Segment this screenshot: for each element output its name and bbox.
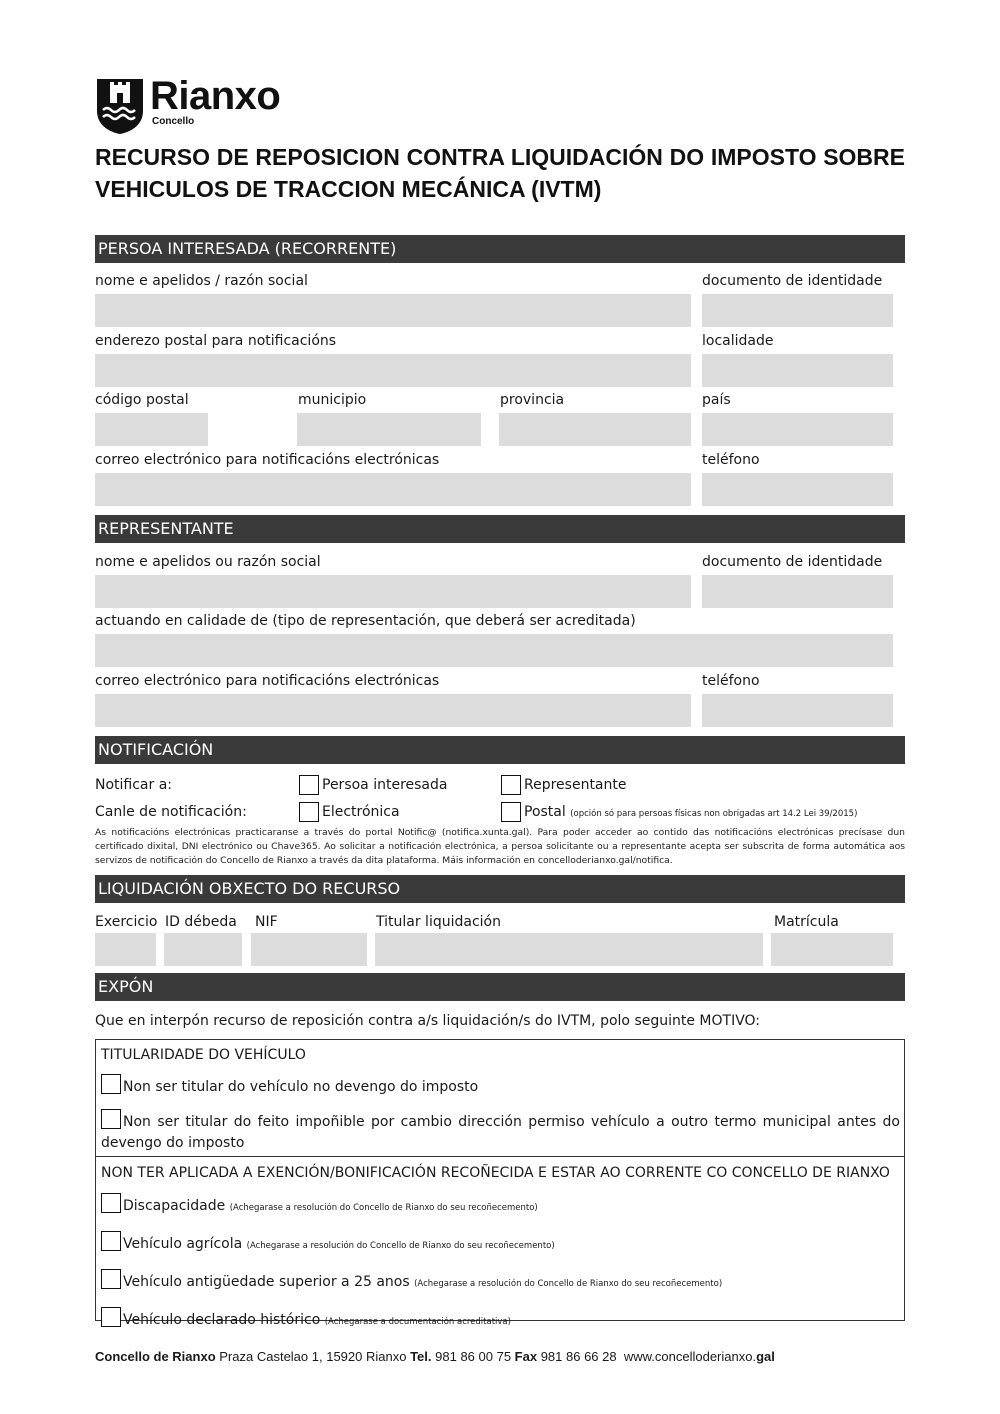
logo-sub: Concello <box>152 116 195 127</box>
input-documento[interactable] <box>702 294 893 327</box>
checkbox-persoa-interesada[interactable] <box>299 775 319 795</box>
input-codigo-postal[interactable] <box>95 413 208 446</box>
label-id-debeda: ID débeda <box>165 914 237 930</box>
input-telefono[interactable] <box>702 473 893 506</box>
label-nif: NIF <box>255 914 278 930</box>
label-notificar-a: Notificar a: <box>95 777 173 793</box>
label-titular: Titular liquidación <box>376 914 501 930</box>
group-exencion <box>95 1156 905 1328</box>
label-pais: país <box>702 392 731 408</box>
checkbox-g1-opt2[interactable] <box>101 1109 121 1129</box>
label-documento: documento de identidade <box>702 273 883 289</box>
label-nome: nome e apelidos / razón social <box>95 273 308 289</box>
section-representante: REPRESENTANTE <box>95 515 905 543</box>
footer-address: Praza Castelao 1, 15920 Rianxo <box>219 1349 407 1364</box>
checkbox-historico[interactable] <box>101 1307 121 1327</box>
checkbox-electronica[interactable] <box>299 802 319 822</box>
checkbox-postal[interactable] <box>501 802 521 822</box>
label-enderezo: enderezo postal para notificacións <box>95 333 337 349</box>
checkbox-g1-opt1[interactable] <box>101 1074 121 1094</box>
input-municipio[interactable] <box>297 413 481 446</box>
footer-web-prefix: www.concelloderianxo. <box>623 1349 757 1364</box>
input-rep-nome[interactable] <box>95 575 691 608</box>
input-id-debeda[interactable] <box>164 933 242 966</box>
input-rep-correo[interactable] <box>95 694 691 727</box>
footer <box>95 1349 775 1364</box>
expon-intro: Que en interpón recurso de reposición contra a/s liquidación/s do IVTM, polo seguinte MOTIVO: <box>95 1013 761 1029</box>
footer-org: Concello de Rianxo <box>95 1349 216 1364</box>
logo-name: Rianxo <box>150 74 281 118</box>
row-g2-opt4 <box>101 1307 900 1333</box>
group-titularidade-title: TITULARIDADE DO VEHÍCULO <box>101 1047 306 1063</box>
checkbox-antiguedade[interactable] <box>101 1269 121 1289</box>
input-nif[interactable] <box>251 933 367 966</box>
section-persoa-interesada: PERSOA INTERESADA (RECORRENTE) <box>95 235 905 263</box>
label-rep-telefono: teléfono <box>702 673 760 689</box>
postal-note: (opción só para persoas físicas non obrigadas art 14.2 Lei 39/2015) <box>570 809 858 819</box>
section-notificacion: NOTIFICACIÓN <box>95 736 905 764</box>
row-g2-opt1 <box>101 1193 900 1219</box>
label-rep-correo: correo electrónico para notificacións electrónicas <box>95 673 440 689</box>
input-rep-telefono[interactable] <box>702 694 893 727</box>
group-exencion-title: NON TER APLICADA A EXENCIÓN/BONIFICACIÓN RECOÑECIDA E ESTAR AO CORRENTE CO CONCELLO DE RIANXO <box>101 1165 890 1181</box>
label-rep-documento: documento de identidade <box>702 554 883 570</box>
footer-web[interactable] <box>624 1349 775 1364</box>
input-nome[interactable] <box>95 294 691 327</box>
row-g1-opt1 <box>101 1074 900 1098</box>
footer-tel: 981 86 00 75 <box>435 1349 512 1364</box>
row-g2-opt3 <box>101 1269 900 1295</box>
checkbox-representante[interactable] <box>501 775 521 795</box>
note-vehiculo-agricola: (Achegarase a resolución do Concello de Rianxo do seu recoñecemento) <box>246 1241 555 1251</box>
label-codigo-postal: código postal <box>95 392 189 408</box>
postal-text: Postal <box>524 804 566 820</box>
footer-web-suffix: gal <box>756 1349 775 1364</box>
input-exercicio[interactable] <box>95 933 156 966</box>
label-exercicio: Exercicio <box>95 914 158 930</box>
label-telefono: teléfono <box>702 452 760 468</box>
checkbox-discapacidade[interactable] <box>101 1193 121 1213</box>
row-g2-opt2 <box>101 1231 900 1257</box>
label-rep-nome: nome e apelidos ou razón social <box>95 554 321 570</box>
group-titularidade <box>95 1039 905 1157</box>
label-representante: Representante <box>524 777 627 793</box>
label-g1-opt1: Non ser titular do vehículo no devengo do imposto <box>123 1079 479 1095</box>
section-liquidacion: LIQUIDACIÓN OBXECTO DO RECURSO <box>95 875 905 903</box>
input-rep-calidade[interactable] <box>95 634 893 667</box>
label-rep-calidade: actuando en calidade de (tipo de representación, que deberá ser acreditada) <box>95 613 636 629</box>
notification-info: As notificacións electrónicas practicaranse a través do portal Notific@ (notifica.xunta.gal). Para poder acceder ao contido das notificacións electrónicas precísase dun certificado dixital, DNI electrónico ou Chave365. Ao solicitar a notificación electrónica, a persoa solicitante ou a representante acepta ser subscrita de forma automática aos servizos de notificación do Concello de Rianxo a través da dita plataforma. Máis información en concelloderianxo.gal/notifica. <box>95 827 905 866</box>
checkbox-vehiculo-agricola[interactable] <box>101 1231 121 1251</box>
label-antiguedade: Vehículo antigüedade superior a 25 anos <box>123 1274 410 1290</box>
footer-fax: 981 86 66 28 <box>540 1349 617 1364</box>
label-canle: Canle de notificación: <box>95 804 247 820</box>
input-rep-documento[interactable] <box>702 575 893 608</box>
input-pais[interactable] <box>702 413 893 446</box>
label-persoa-interesada: Persoa interesada <box>322 777 448 793</box>
input-titular[interactable] <box>375 933 763 966</box>
label-provincia: provincia <box>500 392 565 408</box>
input-correo[interactable] <box>95 473 691 506</box>
row-g1-opt2 <box>101 1109 900 1154</box>
label-municipio: municipio <box>298 392 367 408</box>
form-title: RECURSO DE REPOSICION CONTRA LIQUIDACIÓN DO IMPOSTO SOBRE VEHICULOS DE TRACCION MECÁNICA (IVTM) <box>95 144 905 202</box>
note-historico: (Achegarase a documentación acreditativa) <box>324 1317 511 1327</box>
label-matricula: Matrícula <box>774 914 839 930</box>
label-electronica: Electrónica <box>322 804 400 820</box>
note-discapacidade: (Achegarase a resolución do Concello de Rianxo do seu recoñecemento) <box>229 1203 538 1213</box>
input-enderezo[interactable] <box>95 354 691 387</box>
label-discapacidade: Discapacidade <box>123 1198 226 1214</box>
input-provincia[interactable] <box>499 413 691 446</box>
section-expon: EXPÓN <box>95 973 905 1001</box>
label-localidade: localidade <box>702 333 774 349</box>
input-localidade[interactable] <box>702 354 893 387</box>
footer-fax-label: Fax <box>514 1349 538 1364</box>
label-g1-opt2: Non ser titular do feito impoñible por cambio dirección permiso vehículo a outro termo municipal antes do devengo do imposto <box>101 1114 900 1151</box>
footer-tel-label: Tel. <box>410 1349 432 1364</box>
rianxo-shield-logo <box>95 77 145 135</box>
label-correo: correo electrónico para notificacións electrónicas <box>95 452 440 468</box>
note-antiguedade: (Achegarase a resolución do Concello de Rianxo do seu recoñecemento) <box>414 1279 723 1289</box>
input-matricula[interactable] <box>771 933 893 966</box>
label-vehiculo-agricola: Vehículo agrícola <box>123 1236 243 1252</box>
label-historico: Vehículo declarado histórico <box>123 1312 321 1328</box>
label-postal <box>524 802 857 824</box>
